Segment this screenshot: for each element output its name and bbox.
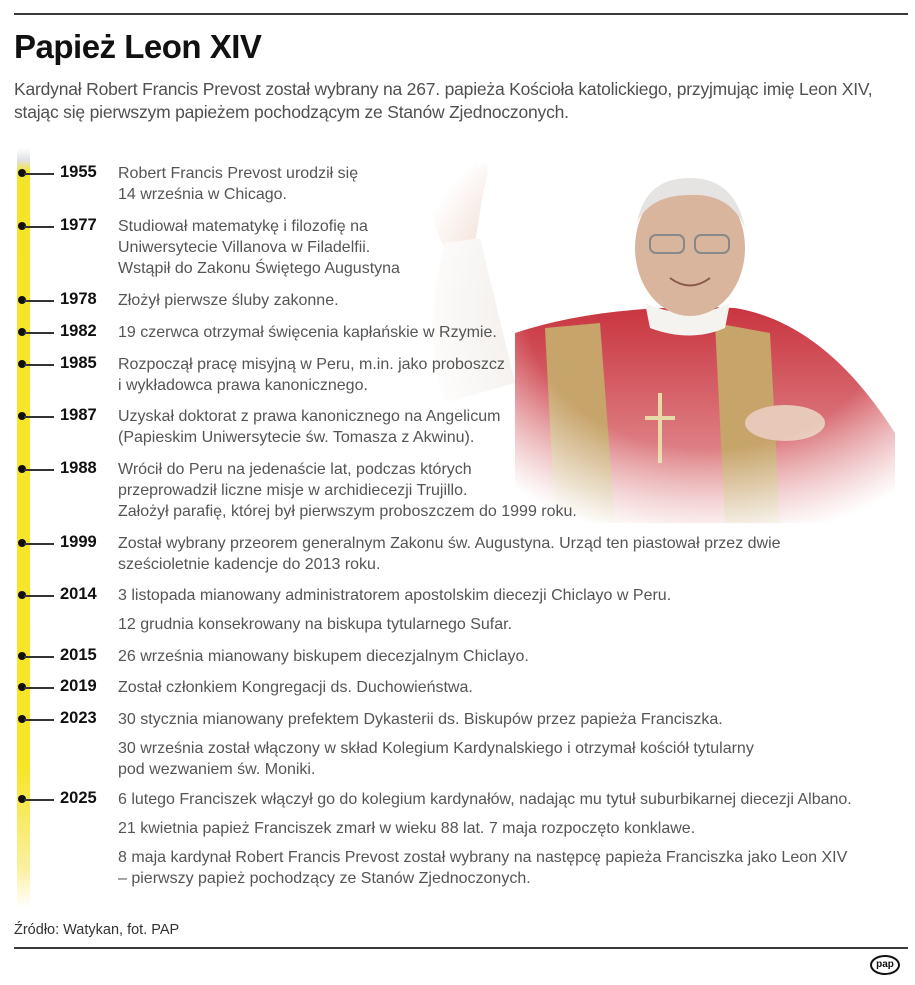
event-year: 1999 [60, 533, 97, 551]
connector-line [24, 799, 54, 801]
event-year: 1982 [60, 322, 97, 340]
event-year: 2019 [60, 677, 97, 695]
event-text: Studiował matematykę i filozofię na Uniwersytecie Villanova w Filadelfii. Wstąpił do Zakonu Świętego Augustyna [118, 218, 400, 277]
connector-line [24, 687, 54, 689]
event-year: 1985 [60, 354, 97, 372]
connector-line [24, 656, 54, 658]
connector-line [24, 595, 54, 597]
event-text: 6 lutego Franciszek włączył go do kolegium kardynałów, nadając mu tytuł suburbikarnej diecezji Albano. 21 kwietnia papież Franciszek zmarł w wieku 88 lat. 7 maja rozpoczęto konklawe. 8 maja kardynał Robert Francis Prevost został wybrany na następcę papieża Franciszka jako Leon XIV – pierwszy papież pochodzący ze Stanów Zjednoczonych. [118, 791, 852, 887]
event-year: 1955 [60, 163, 97, 181]
event-text: Rozpoczął pracę misyjną w Peru, m.in. jako proboszcz i wykładowca prawa kanonicznego. [118, 356, 505, 394]
timeline-bar [17, 148, 30, 908]
event-text: 30 stycznia mianowany prefektem Dykasterii ds. Biskupów przez papieża Franciszka. 30 września został włączony w skład Kolegium Kardynalskiego i otrzymał kościół tytularny pod wezwaniem św. Moniki. [118, 711, 754, 778]
connector-line [24, 469, 54, 471]
event-text: 26 września mianowany biskupem diecezjalnym Chiclayo. [118, 648, 529, 665]
event-year: 2023 [60, 709, 97, 727]
event-text: Złożył pierwsze śluby zakonne. [118, 292, 339, 309]
connector-line [24, 364, 54, 366]
event-text: Robert Francis Prevost urodził się 14 września w Chicago. [118, 165, 359, 203]
connector-line [24, 300, 54, 302]
event-year: 2025 [60, 789, 97, 807]
event-year: 1978 [60, 290, 97, 308]
event-text: Uzyskał doktorat z prawa kanonicznego na Angelicum (Papieskim Uniwersytecie św. Tomasza z Akwinu). [118, 408, 501, 446]
top-rule [14, 13, 908, 15]
event-year: 1988 [60, 459, 97, 477]
connector-line [24, 226, 54, 228]
page-title: Papież Leon XIV [14, 28, 262, 65]
connector-line [24, 332, 54, 334]
event-text: Został członkiem Kongregacji ds. Duchowieństwa. [118, 679, 473, 696]
pap-logo-icon: pap [870, 955, 900, 975]
lead-paragraph: Kardynał Robert Francis Prevost został wybrany na 267. papieża Kościoła katolickiego, przyjmując imię Leon XIV, stając się pierwszym papieżem pochodzącym ze Stanów Zjednoczonych. [14, 79, 873, 122]
connector-line [24, 543, 54, 545]
connector-line [24, 719, 54, 721]
event-text: Wrócił do Peru na jedenaście lat, podczas których przeprowadził liczne misje w archidiecezji Trujillo. Założył parafię, której był pierwszym proboszczem do 1999 roku. [118, 461, 577, 520]
event-year: 1987 [60, 406, 97, 424]
event-text: 19 czerwca otrzymał święcenia kapłańskie w Rzymie. [118, 324, 497, 341]
event-year: 2015 [60, 646, 97, 664]
event-text: Został wybrany przeorem generalnym Zakonu św. Augustyna. Urząd ten piastował przez dwie sześcioletnie kadencje do 2013 roku. [118, 535, 781, 573]
event-year: 2014 [60, 585, 97, 603]
event-year: 1977 [60, 216, 97, 234]
connector-line [24, 416, 54, 418]
connector-line [24, 173, 54, 175]
event-text: 3 listopada mianowany administratorem apostolskim diecezji Chiclayo w Peru. 12 grudnia konsekrowany na biskupa tytularnego Sufar. [118, 587, 672, 633]
bottom-rule [14, 947, 908, 949]
source-credit: Źródło: Watykan, fot. PAP [14, 922, 180, 938]
